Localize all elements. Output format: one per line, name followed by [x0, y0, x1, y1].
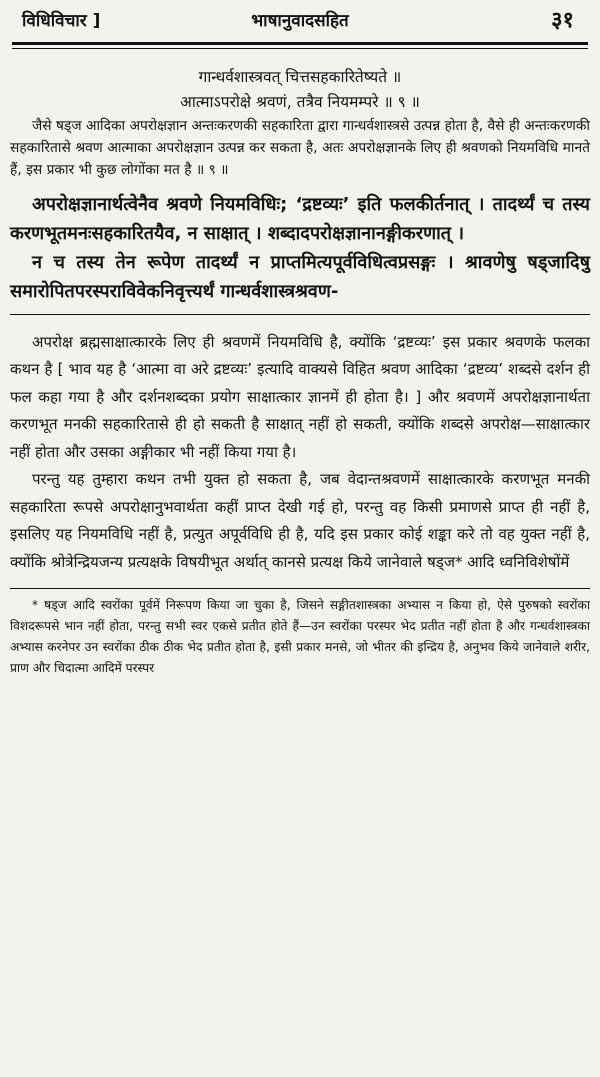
section-divider: [10, 314, 590, 315]
page-header: [10, 0, 590, 42]
page-number: ३१: [551, 8, 574, 33]
header-rule: [12, 42, 588, 49]
section-title: विधिविचार ]: [22, 11, 101, 31]
translation-paragraph-2: परन्तु यह तुम्हारा कथन तभी युक्त हो सकता है, जब वेदान्तश्रवणमें साक्षात्कारके करणभूत मनकी सहकारिता रूपसे अपरोक्षानुभवार्थता कहीं प्राप्त देखी गई हो, परन्तु वह किसी प्रमाणसे प्राप्त ही नहीं है, इसलिए यह नियमविधि नहीं है, प्रत्युत अपूर्वविधि ही है, यदि इस प्रकार कोई शङ्का करे तो वह युक्त नहीं है, क्योंकि श्रोत्रेन्द्रियजन्य प्रत्यक्षके विषयीभूत अर्थात् कानसे प्रत्यक्ष किये जानेवाले षड्ज* आदि ध्वनिविशेषोंमें: [10, 470, 590, 571]
verse-line-2: आत्माऽपरोक्षे श्रवणं, तत्रैव नियमम्परे ॥ ९ ॥: [180, 93, 420, 111]
sanskrit-commentary-1: अपरोक्षज्ञानार्थत्वेनैव श्रवणे नियमविधिः; ‘द्रष्टव्यः’ इति फलकीर्तनात् । तादर्थ्यं च तस्य करणभूतमनःसहकारितयैव, न साक्षात् । शब्दादपरोक्षज्ञानानङ्गीकरणात् ।: [10, 193, 590, 244]
translation-paragraph-1: अपरोक्ष ब्रह्मसाक्षात्कारके लिए ही श्रवणमें नियमविधि है, क्योंकि ‘द्रष्टव्यः’ इस प्रकार श्रवणके फलका कथन है [ भाव यह है ‘आत्मा वा अरे द्रष्टव्यः’ इत्यादि वाक्यसे विहित श्रवण आदिका ‘द्रष्टव्य’ शब्दसे दर्शन ही फल कहा गया है और दर्शनशब्दका प्रयोग साक्षात्कार ज्ञानमें ही होता है। ] और श्रवणमें अपरोक्षज्ञानार्थता करणभूत मनकी सहकारितासे ही हो सकती है साक्षात् नहीं हो सकती, क्योंकि शब्दसे अपरोक्ष—साक्षात्कार नहीं होता और उसका अङ्गीकार भी नहीं किया गया है।: [10, 332, 590, 461]
running-title: भाषानुवादसहित: [251, 11, 349, 31]
verse-block: [10, 65, 590, 115]
verse-line-1: गान्धर्वशास्त्रवत् चित्तसहकारितेष्यते ॥: [198, 68, 402, 86]
footnote-divider: [10, 588, 590, 589]
verse-translation: जैसे षड्ज आदिका अपरोक्षज्ञान अन्तःकरणकी सहकारिता द्वारा गान्धर्वशास्त्रसे उत्पन्न होता है, वैसे ही अन्तःकरणकी सहकारितासे श्रवण आत्माका अपरोक्षज्ञान उत्पन्न कर सकता है, अतः अपरोक्षज्ञानके लिए ही श्रवणको नियमविधि मानते हैं, इस प्रकार भी कुछ लोगोंका मत है ॥ ९ ॥: [10, 118, 590, 179]
sanskrit-commentary-2: न च तस्य तेन रूपेण तादर्थ्यं न प्राप्तमित्यपूर्वविधित्वप्रसङ्गः । श्रावणेषु षड्जादिषु समारोपितपरस्पराविवेकनिवृत्त्यर्थं गान्धर्वशास्त्रश्रवण-: [10, 251, 590, 302]
footnote: * षड्ज आदि स्वरोंका पूर्वमें निरूपण किया जा चुका है, जिसने सङ्गीतशास्त्रका अभ्यास न किया हो, ऐसे पुरुषको स्वरोंका विशदरूपसे भान नहीं होता, परन्तु सभी स्वर एकसे प्रतीत होते हैं—उन स्वरोंका परस्पर भेद प्रतीत नहीं होता है और गन्धर्वशास्त्रका अभ्यास करनेपर उन स्वरोंका ठीक ठीक भेद प्रतीत होता है, इसी प्रकार मनसे, जो भीतर की इन्द्रिय है, अनुभव किये जानेवाले शरीर, प्राण और चिदात्मा आदिमें परस्पर: [10, 598, 590, 676]
commentary-translation: [10, 329, 590, 577]
